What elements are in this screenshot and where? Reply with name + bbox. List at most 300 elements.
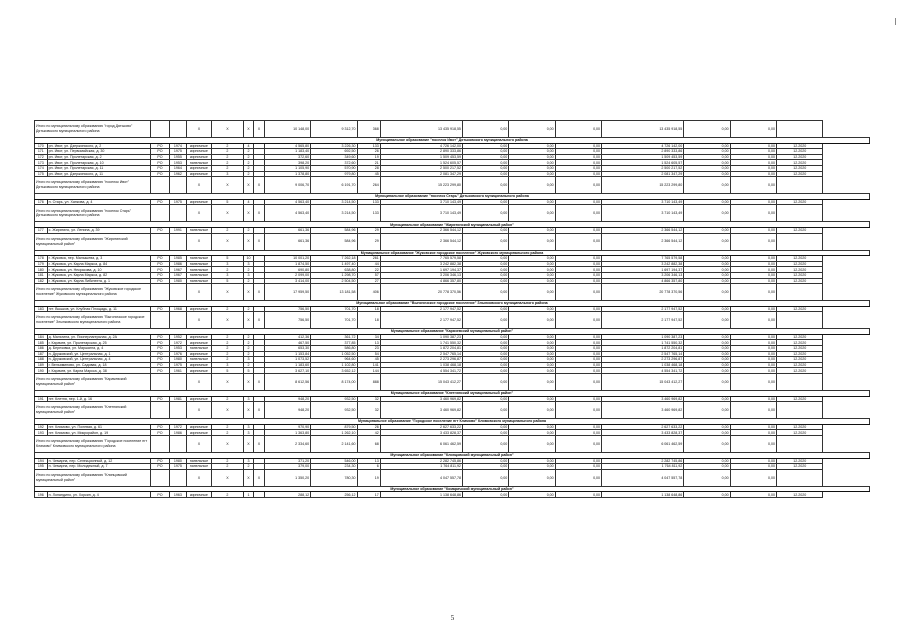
cell-f5: 0,00 xyxy=(730,368,776,374)
cell-mat: кирпичные xyxy=(186,149,211,155)
cell-f1: 0,00 xyxy=(462,312,508,329)
cell-f5: 0,00 xyxy=(730,160,776,166)
cell-x: X xyxy=(212,469,244,486)
cell-people: 406 xyxy=(357,284,380,301)
cell-area_total: 4 563,40 xyxy=(264,205,310,222)
cell-people: 17 xyxy=(357,492,380,498)
cell-en: 2 xyxy=(243,154,254,160)
cell-f1: 0,00 xyxy=(462,346,508,352)
cell-year: 1991 xyxy=(169,227,186,233)
cell-x: X xyxy=(212,233,244,250)
cell-en: 2 xyxy=(243,171,254,177)
cell-x: X xyxy=(243,233,254,250)
cell-f2: 0,00 xyxy=(509,346,555,352)
cell-f4: 0,00 xyxy=(684,284,730,301)
cell-f2: 0,00 xyxy=(509,492,555,498)
cell-addr: пгт. Вышков, ул. Клубная Площадь, д. 11 xyxy=(47,306,150,312)
cell-fl: 2 xyxy=(212,143,244,149)
cell-f4: 0,00 xyxy=(684,362,730,368)
cell-area_total: 3 414,00 xyxy=(264,278,310,284)
cell-f3: 0,00 xyxy=(555,160,601,166)
cell-x: X xyxy=(186,205,211,222)
cell-date: 12.2020 xyxy=(777,458,823,464)
cell-f3: 0,00 xyxy=(555,233,601,250)
cell-area_total: 412,36 xyxy=(264,334,310,340)
cell-cost_total: 2 890 333,86 xyxy=(380,149,462,155)
cell-f3: 0,00 xyxy=(555,154,601,160)
subtotal-row xyxy=(35,233,870,250)
cell-date: 12.2020 xyxy=(777,261,823,267)
cell-f1: 0,00 xyxy=(462,199,508,205)
cell-f4: 0,00 xyxy=(684,334,730,340)
cell-addr: рп. Ивот, ул. Пролетарская, д. 2 xyxy=(47,154,150,160)
cell-area_res: 1 052,50 xyxy=(311,351,357,357)
cell-f3: 0,00 xyxy=(555,368,601,374)
cell-f4: 0,00 xyxy=(684,160,730,166)
cell-mat: панельные xyxy=(186,458,211,464)
cell-area_res: 879,50 xyxy=(311,424,357,430)
cell-f5: 0,00 xyxy=(730,278,776,284)
cell-fl: 2 xyxy=(212,357,244,363)
cell-mat: кирпичные xyxy=(186,143,211,149)
cell-no: 196 xyxy=(35,492,48,498)
cell-people: 57 xyxy=(357,272,380,278)
cell-f1: 0,00 xyxy=(462,205,508,222)
cell-f4: 0,00 xyxy=(684,272,730,278)
cell-x: X xyxy=(254,205,265,222)
cell-f5: 0,00 xyxy=(730,165,776,171)
cell-people: 18 xyxy=(357,312,380,329)
cell-pd: РО xyxy=(150,464,169,470)
cell-f4: 0,00 xyxy=(684,340,730,346)
cell-no: 176 xyxy=(35,199,48,205)
cell-fl: 5 xyxy=(212,256,244,262)
cell-en: 2 xyxy=(243,165,254,171)
cell-pd: РО xyxy=(150,351,169,357)
cell-area_res: 584,96 xyxy=(311,227,357,233)
cell-empty xyxy=(169,374,186,391)
cell-area_res: 372,60 xyxy=(311,160,357,166)
cell-f5: 0,00 xyxy=(730,272,776,278)
cell-x: X xyxy=(254,436,265,453)
cell-en: 2 xyxy=(243,267,254,273)
cell-date: 12.2020 xyxy=(777,227,823,233)
cell-empty xyxy=(169,436,186,453)
cell-date: 12.2020 xyxy=(777,396,823,402)
cell-f2: 0,00 xyxy=(509,430,555,436)
cell-x: X xyxy=(254,284,265,301)
cell-cost_reg: 4 726 142,00 xyxy=(602,143,684,149)
cell-f5: 0,00 xyxy=(730,306,776,312)
cell-area_res: 6 191,70 xyxy=(311,177,357,194)
cell-f5: 0,00 xyxy=(730,256,776,262)
cell-f5: 0,00 xyxy=(730,233,776,250)
cell-f3: 0,00 xyxy=(555,351,601,357)
cell-addr: пгт. Климово, ул. Микрорайон, д. 19 xyxy=(47,430,150,436)
cell-fl: 5 xyxy=(212,278,244,284)
cell-cost_reg: 3 433 828,37 xyxy=(602,430,684,436)
cell-year: 1968 xyxy=(169,306,186,312)
cell-f1: 0,00 xyxy=(462,154,508,160)
cell-f1: 0,00 xyxy=(462,464,508,470)
cell-f2: 0,00 xyxy=(509,227,555,233)
cell-f3: 0,00 xyxy=(555,272,601,278)
cell-f4: 0,00 xyxy=(684,396,730,402)
cell-x: X xyxy=(186,402,211,419)
cell-f5: 0,00 xyxy=(730,177,776,194)
subtotal-label: Итого по муниципальному образованию "Жирятинский муниципальный район" xyxy=(35,233,151,250)
cell-date: 12.2020 xyxy=(777,424,823,430)
cell-area_res: 2 141,60 xyxy=(311,436,357,453)
cell-area_total: 948,20 xyxy=(264,396,310,402)
cell-pd: РО xyxy=(150,362,169,368)
cell-x: X xyxy=(243,312,254,329)
cell-empty xyxy=(169,402,186,419)
cell-cost_reg: 2 366 544,12 xyxy=(602,233,684,250)
cell-pd: РО xyxy=(150,430,169,436)
cell-f3: 0,00 xyxy=(555,396,601,402)
cell-f2: 0,00 xyxy=(509,458,555,464)
cell-f3: 0,00 xyxy=(555,171,601,177)
cell-x: X xyxy=(212,205,244,222)
cell-cost_total: 2 547 765,14 xyxy=(380,351,462,357)
cell-f2: 0,00 xyxy=(509,143,555,149)
cell-f2: 0,00 xyxy=(509,357,555,363)
cell-f3: 0,00 xyxy=(555,149,601,155)
cell-en: 2 xyxy=(243,149,254,155)
cell-fl: 2 xyxy=(212,334,244,340)
cell-year: 1963 xyxy=(169,492,186,498)
cell-f1: 0,00 xyxy=(462,436,508,453)
cell-f3: 0,00 xyxy=(555,469,601,486)
cell-area_total: 756,50 xyxy=(264,312,310,329)
cell-empty xyxy=(150,177,169,194)
cell-f1: 0,00 xyxy=(462,165,508,171)
cell-en: 2 xyxy=(243,464,254,470)
scan-edge-mark xyxy=(895,18,896,25)
cell-f3: 0,00 xyxy=(555,199,601,205)
cell-cost_reg: 4 047 557,78 xyxy=(602,469,684,486)
cell-en: 5 xyxy=(243,368,254,374)
cell-fl: 2 xyxy=(212,351,244,357)
cell-people: 19 xyxy=(357,469,380,486)
cell-cost_total: 15 043 412,27 xyxy=(380,374,462,391)
cell-year: 1952 xyxy=(169,334,186,340)
cell-f1: 0,00 xyxy=(462,458,508,464)
cell-empty xyxy=(150,402,169,419)
cell-f3: 0,00 xyxy=(555,312,601,329)
cell-f4: 0,00 xyxy=(684,368,730,374)
cell-date: 12.2020 xyxy=(777,464,823,470)
cell-area_total: 288,12 xyxy=(264,492,310,498)
cell-x: X xyxy=(186,374,211,391)
cell-area_res: 8 174,00 xyxy=(311,374,357,391)
cell-f3: 0,00 xyxy=(555,165,601,171)
cell-f1: 0,00 xyxy=(462,278,508,284)
cell-people: 27 xyxy=(357,278,380,284)
cell-no: 190 xyxy=(35,368,48,374)
cell-empty xyxy=(777,284,823,301)
subtotal-label: Итого по муниципальному образованию "Карачевский муниципальный район" xyxy=(35,374,151,391)
cell-pd: РО xyxy=(150,227,169,233)
cell-year: 1967 xyxy=(169,267,186,273)
cell-area_res: 780,30 xyxy=(311,469,357,486)
cell-pd: РО xyxy=(150,396,169,402)
cell-area_total: 756,50 xyxy=(264,306,310,312)
cell-people: 133 xyxy=(357,199,380,205)
cell-f4: 0,00 xyxy=(684,199,730,205)
cell-f5: 0,00 xyxy=(730,436,776,453)
cell-area_res: 584,96 xyxy=(311,233,357,250)
cell-empty xyxy=(777,374,823,391)
cell-f5: 0,00 xyxy=(730,492,776,498)
cell-cost_total: 1 697 194,37 xyxy=(380,267,462,273)
cell-f2: 0,00 xyxy=(509,154,555,160)
cell-area_res: 964,60 xyxy=(311,357,357,363)
cell-empty xyxy=(150,284,169,301)
cell-area_total: 690,80 xyxy=(264,267,310,273)
cell-empty xyxy=(150,233,169,250)
cell-en: 2 xyxy=(243,227,254,233)
cell-cost_total: 2 627 633,22 xyxy=(380,424,462,430)
cell-cost_reg: 15 223 299,80 xyxy=(602,177,684,194)
cell-x: X xyxy=(212,284,244,301)
cell-area_total: 467,50 xyxy=(264,340,310,346)
cell-f1: 0,00 xyxy=(462,261,508,267)
cell-addr: с. Жирятино, ул. Ленина, д. 39 xyxy=(47,227,150,233)
cell-f1: 0,00 xyxy=(462,227,508,233)
cell-pd: РО xyxy=(150,261,169,267)
cell-area_res: 932,50 xyxy=(311,396,357,402)
cell-empty xyxy=(169,121,186,138)
cell-x: X xyxy=(186,469,211,486)
cell-f4: 0,00 xyxy=(684,256,730,262)
cell-no: 194 xyxy=(35,458,48,464)
cell-x: X xyxy=(254,312,265,329)
cell-pd: РО xyxy=(150,346,169,352)
cell-area_total: 2 334,60 xyxy=(264,436,310,453)
cell-mat: панельные xyxy=(186,267,211,273)
cell-addr: пгт. Климово, ул. Полевая, д. 61 xyxy=(47,424,150,430)
cell-cost_reg: 15 043 412,27 xyxy=(602,374,684,391)
cell-mat: кирпичные xyxy=(186,430,211,436)
cell-people: 32 xyxy=(357,402,380,419)
cell-f3: 0,00 xyxy=(555,205,601,222)
subtotal-label: Итого по муниципальному образованию "Клинцовский муниципальный район" xyxy=(35,469,151,486)
cell-en: 3 xyxy=(243,261,254,267)
cell-mat: панельные xyxy=(186,160,211,166)
cell-f1: 0,00 xyxy=(462,357,508,363)
cell-no: 174 xyxy=(35,165,48,171)
cell-mat: кирпичные xyxy=(186,165,211,171)
cell-f1: 0,00 xyxy=(462,492,508,498)
cell-year: 1967 xyxy=(169,272,186,278)
cell-pd: РО xyxy=(150,424,169,430)
cell-f5: 0,00 xyxy=(730,205,776,222)
cell-x: X xyxy=(212,436,244,453)
cell-empty xyxy=(150,312,169,329)
cell-x: X xyxy=(186,177,211,194)
house-row xyxy=(35,492,870,498)
cell-addr: г. Жуковка, ул. Некрасова, д. 10 xyxy=(47,267,150,273)
cell-empty xyxy=(777,402,823,419)
cell-empty xyxy=(169,469,186,486)
cell-en: 4 xyxy=(243,143,254,149)
section-title: Муниципальное образование "Карачевский муниципальный район" xyxy=(35,329,870,335)
subtotal-row xyxy=(35,469,870,486)
cell-empty xyxy=(777,469,823,486)
cell-x: X xyxy=(243,284,254,301)
cell-date: 12.2020 xyxy=(777,357,823,363)
cell-x: X xyxy=(186,436,211,453)
cell-cost_reg: 1 090 387,23 xyxy=(602,334,684,340)
cell-en: 10 xyxy=(243,256,254,262)
cell-pd: РО xyxy=(150,171,169,177)
cell-no: 188 xyxy=(35,357,48,363)
cell-date: 12.2020 xyxy=(777,334,823,340)
subtotal-label: Итого по муниципальному образованию "Выгоничское городское поселение" Злынковского муниципального района xyxy=(35,312,151,329)
cell-cost_total: 1 038 468,18 xyxy=(380,362,462,368)
cell-f1: 0,00 xyxy=(462,334,508,340)
cell-f5: 0,00 xyxy=(730,346,776,352)
cell-x: X xyxy=(186,121,211,138)
cell-no: 180 xyxy=(35,267,48,273)
cell-cost_total: 3 242 882,38 xyxy=(380,261,462,267)
cell-area_total: 1 350,20 xyxy=(264,469,310,486)
cell-f3: 0,00 xyxy=(555,278,601,284)
cell-empty xyxy=(169,177,186,194)
cell-people: 261 xyxy=(357,256,380,262)
cell-date: 12.2020 xyxy=(777,340,823,346)
cell-f3: 0,00 xyxy=(555,227,601,233)
cell-addr: п. Дружовский, ул. Центральная, д. 4 xyxy=(47,357,150,363)
cell-en: 3 xyxy=(243,396,254,402)
cell-year: 1962 xyxy=(169,171,186,177)
cell-area_res: 349,60 xyxy=(311,154,357,160)
cell-no: 170 xyxy=(35,143,48,149)
cell-area_total: 17 959,50 xyxy=(264,284,310,301)
cell-date: 12.2020 xyxy=(777,368,823,374)
cell-area_res: 3 214,50 xyxy=(311,205,357,222)
cell-f2: 0,00 xyxy=(509,402,555,419)
cell-f4: 0,00 xyxy=(684,357,730,363)
cell-mat: кирпичные xyxy=(186,396,211,402)
cell-cost_total: 3 710 143,49 xyxy=(380,205,462,222)
subtotal-row xyxy=(35,312,870,329)
cell-f4: 0,00 xyxy=(684,227,730,233)
cell-no: 177 xyxy=(35,227,48,233)
cell-f5: 0,00 xyxy=(730,334,776,340)
cell-no: 172 xyxy=(35,154,48,160)
cell-people: 133 xyxy=(357,143,380,149)
cell-cost_total: 3 206 346,13 xyxy=(380,272,462,278)
cell-mat: панельные xyxy=(186,278,211,284)
cell-empty xyxy=(777,312,823,329)
cell-fl: 2 xyxy=(212,492,244,498)
cell-area_total: 970,90 xyxy=(264,424,310,430)
cell-f5: 0,00 xyxy=(730,154,776,160)
cell-f2: 0,00 xyxy=(509,165,555,171)
cell-area_total: 1 183,60 xyxy=(264,362,310,368)
cell-fl: 2 xyxy=(212,340,244,346)
cell-cost_reg: 1 509 453,59 xyxy=(602,154,684,160)
cell-cost_total: 13 435 918,55 xyxy=(380,121,462,138)
subtotal-label: Итого по муниципальному образованию "поселок Старь" Дятьковского муниципального района xyxy=(35,205,151,222)
cell-f2: 0,00 xyxy=(509,351,555,357)
section-title: Муниципальное образование "Выгоничское городское поселение" Злынковского муниципального района xyxy=(35,301,870,307)
cell-cost_total: 3 433 828,37 xyxy=(380,430,462,436)
cell-area_total: 1 105,90 xyxy=(264,165,310,171)
cell-fl: 3 xyxy=(212,272,244,278)
cell-date: 12.2020 xyxy=(777,256,823,262)
cell-date: 12.2020 xyxy=(777,346,823,352)
cell-f3: 0,00 xyxy=(555,143,601,149)
cell-area_res: 7 262,18 xyxy=(311,256,357,262)
subtotal-row xyxy=(35,436,870,453)
cell-f5: 0,00 xyxy=(730,267,776,273)
cell-year: 1986 xyxy=(169,430,186,436)
cell-f2: 0,00 xyxy=(509,121,555,138)
cell-x: X xyxy=(254,402,265,419)
cell-cost_reg: 3 710 143,49 xyxy=(602,199,684,205)
section-title: Муниципальное образование "Жирятинский муниципальный район" xyxy=(35,222,870,228)
cell-cost_total: 6 061 462,59 xyxy=(380,436,462,453)
cell-cost_reg: 1 138 648,86 xyxy=(602,492,684,498)
cell-people: 141 xyxy=(357,362,380,368)
cell-f4: 0,00 xyxy=(684,469,730,486)
cell-f4: 0,00 xyxy=(684,261,730,267)
cell-fl: 2 xyxy=(212,458,244,464)
cell-people: 54 xyxy=(357,351,380,357)
cell-area_res: 1 262,10 xyxy=(311,430,357,436)
cell-f4: 0,00 xyxy=(684,346,730,352)
cell-mat: кирпичные xyxy=(186,340,211,346)
cell-cost_total: 2 081 347,29 xyxy=(380,171,462,177)
cell-area_total: 398,20 xyxy=(264,160,310,166)
cell-f3: 0,00 xyxy=(555,402,601,419)
cell-no: 189 xyxy=(35,362,48,368)
cell-date: 12.2020 xyxy=(777,278,823,284)
cell-cost_total: 4 554 341,72 xyxy=(380,368,462,374)
cell-en: 2 xyxy=(243,362,254,368)
cell-people: 42 xyxy=(357,430,380,436)
cell-addr: г. Жуковка, пер. Малышева, д. 3 xyxy=(47,256,150,262)
cell-no: 179 xyxy=(35,261,48,267)
housing-program-table xyxy=(34,120,870,498)
cell-area_res: 9 312,70 xyxy=(311,121,357,138)
cell-addr: пгт. Клетня, пер. 1-й, д. 16 xyxy=(47,396,150,402)
cell-year: 1981 xyxy=(169,396,186,402)
cell-f5: 0,00 xyxy=(730,374,776,391)
subtotal-label: Итого по муниципальному образованию "Клетнянский муниципальный район" xyxy=(35,402,151,419)
cell-cost_reg: 2 500 217,52 xyxy=(602,165,684,171)
cell-mat: панельные xyxy=(186,464,211,470)
cell-area_total: 653,30 xyxy=(264,346,310,352)
cell-f5: 0,00 xyxy=(730,458,776,464)
cell-f5: 0,00 xyxy=(730,424,776,430)
cell-cost_reg: 3 460 969,82 xyxy=(602,402,684,419)
cell-fl: 2 xyxy=(212,267,244,273)
cell-year: 1975 xyxy=(169,362,186,368)
cell-area_total: 2 099,00 xyxy=(264,272,310,278)
cell-date: 12.2020 xyxy=(777,362,823,368)
cell-cost_reg: 1 764 811,92 xyxy=(602,464,684,470)
cell-no: 195 xyxy=(35,464,48,470)
section-title: Муниципальное образование "поселок Старь" Дятьковского муниципального района xyxy=(35,194,870,200)
cell-cost_total: 1 741 550,32 xyxy=(380,340,462,346)
cell-f1: 0,00 xyxy=(462,374,508,391)
cell-x: X xyxy=(243,205,254,222)
